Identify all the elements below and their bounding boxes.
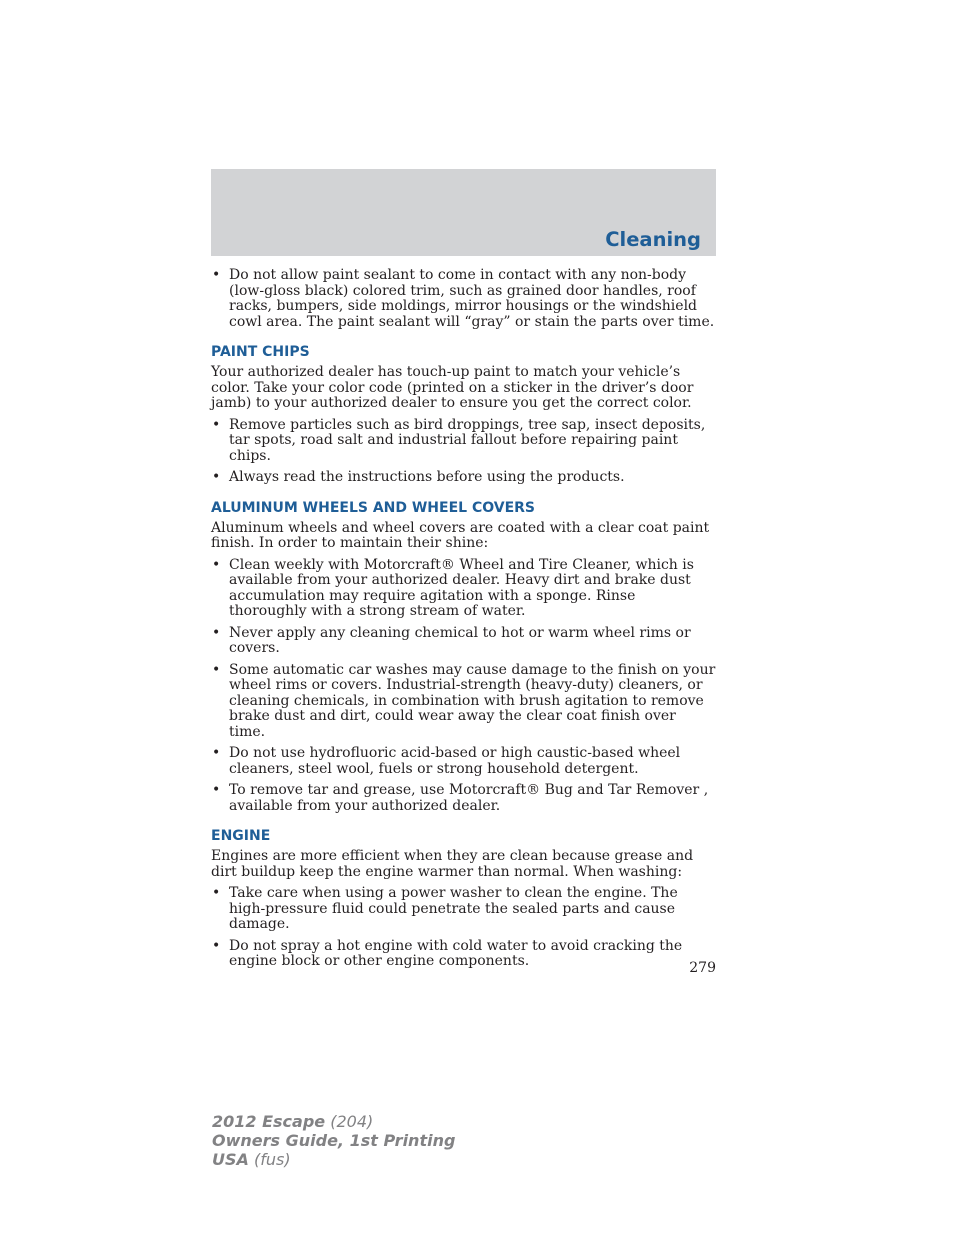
- section-header-band: [211, 169, 716, 256]
- bullet-icon: •: [212, 624, 221, 641]
- section-title: Cleaning: [605, 228, 701, 251]
- paragraph: Aluminum wheels and wheel covers are coated with a clear coat paint finish. In order to maintain their shine:: [211, 519, 710, 551]
- footer-market: USA: [212, 1150, 249, 1169]
- bullet-item: [211, 746, 716, 777]
- bullet-text: Always read the instructions before using the products.: [229, 469, 625, 485]
- paragraph: Engines are more efficient when they are clean because grease and dirt buildup keep the engine warmer than normal. When washing:: [211, 848, 694, 880]
- bullet-item: [211, 783, 716, 814]
- heading-engine: ENGINE: [211, 828, 271, 844]
- footer-line-guide: [212, 1131, 455, 1150]
- bullet-item: [211, 939, 716, 970]
- bullet-text: Never apply any cleaning chemical to hot or warm wheel rims or covers.: [229, 624, 691, 656]
- bullet-text: Clean weekly with Motorcraft® Wheel and Tire Cleaner, which is available from your authorized dealer. Heavy dirt and brake dust accumulation may require agitation with a sponge. Rinse thoroughly with a strong stream of water.: [229, 556, 694, 619]
- footer-line-market: [212, 1150, 455, 1169]
- bullet-text: Do not use hydrofluoric acid-based or high caustic-based wheel cleaners, steel wool, fuels or strong household detergent.: [229, 745, 681, 777]
- bullet-icon: •: [212, 416, 221, 433]
- bullet-icon: •: [212, 661, 221, 678]
- bullet-icon: •: [212, 745, 221, 761]
- footer-model: 2012 Escape: [212, 1112, 326, 1131]
- bullet-item: [211, 626, 716, 657]
- bullet-item: [211, 418, 716, 465]
- footer-market-code: (fus): [254, 1150, 291, 1169]
- bullet-icon: •: [212, 885, 221, 901]
- bullet-item: [211, 268, 716, 330]
- bullet-text: Some automatic car washes may cause damage to the finish on your wheel rims or covers. Industrial-strength (heavy-duty) cleaners, or cleaning chemicals, in combination with brush agitation to remove brake dust and dirt, could wear away the clear coat finish over time.: [229, 661, 716, 740]
- bullet-text: Do not allow paint sealant to come in contact with any non-body (low-gloss black) colored trim, such as grained door handles, roof racks, bumpers, side moldings, mirror housings or the windshield cowl area. The paint sealant will “gray” or stain the parts over time.: [229, 267, 715, 330]
- bullet-icon: •: [212, 556, 221, 573]
- footer-model-code: (204): [330, 1112, 374, 1131]
- footer: [212, 1112, 455, 1169]
- paragraph: Your authorized dealer has touch-up paint to match your vehicle’s color. Take your color code (printed on a sticker in the driver’s door jamb) to your authorized dealer to ensure you get the correct color.: [211, 364, 694, 411]
- bullet-icon: •: [212, 782, 221, 798]
- page-number: 279: [689, 960, 716, 976]
- heading-paint-chips: PAINT CHIPS: [211, 344, 310, 360]
- bullet-icon: •: [212, 267, 221, 283]
- page-content: [211, 268, 716, 976]
- heading-aluminum-wheels: ALUMINUM WHEELS AND WHEEL COVERS: [211, 499, 536, 516]
- bullet-item: [211, 470, 716, 486]
- bullet-text: To remove tar and grease, use Motorcraft® Bug and Tar Remover , available from your authorized dealer.: [229, 782, 709, 814]
- bullet-text: Do not spray a hot engine with cold water to avoid cracking the engine block or other engine components.: [229, 937, 683, 969]
- bullet-text: Remove particles such as bird droppings, tree sap, insect deposits, tar spots, road salt and industrial fallout before repairing paint chips.: [229, 416, 706, 464]
- bullet-icon: •: [212, 937, 221, 954]
- footer-line-model: [212, 1112, 455, 1131]
- bullet-item: [211, 558, 716, 620]
- bullet-text: Take care when using a power washer to clean the engine. The high-pressure fluid could penetrate the sealed parts and cause damage.: [229, 885, 678, 932]
- footer-guide: Owners Guide, 1st Printing: [212, 1131, 456, 1150]
- bullet-item: [211, 663, 716, 741]
- bullet-item: [211, 886, 716, 933]
- bullet-icon: •: [212, 469, 221, 485]
